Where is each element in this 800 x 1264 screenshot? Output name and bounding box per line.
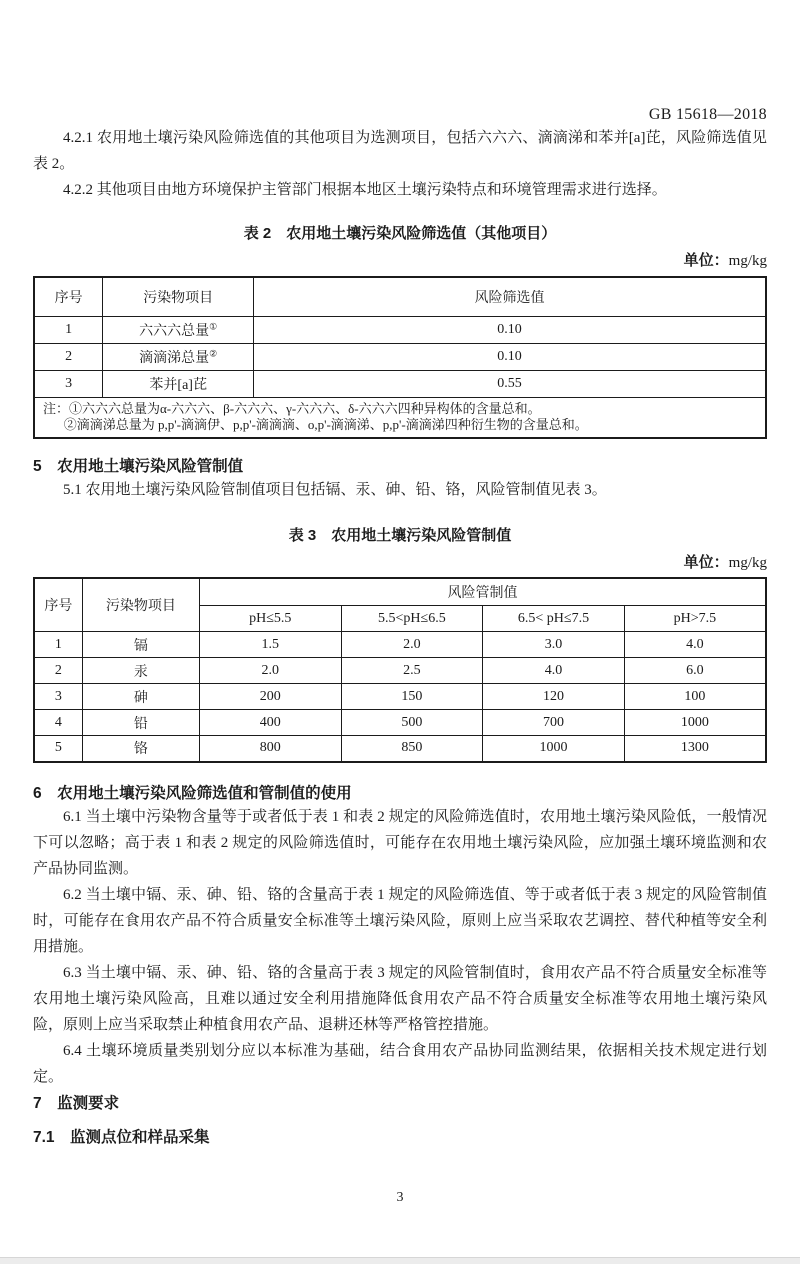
table2-col-no: 序号 bbox=[34, 277, 103, 316]
para-6-4: 6.4 土壤环境质量类别划分应以本标准为基础，结合食用农产品协同监测结果，依据相关技术规定进行划定。 bbox=[33, 1042, 767, 1085]
section-7-1-heading: 7.1 监测点位和样品采集 bbox=[33, 1128, 210, 1146]
table3-col-group: 风险管制值 bbox=[199, 578, 766, 606]
cell-no: 5 bbox=[34, 736, 82, 762]
cell-v3: 1000 bbox=[483, 736, 625, 762]
ph-col-3: 6.5< pH≤7.5 bbox=[483, 606, 625, 632]
para-4-2-2: 4.2.2 其他项目由地方环境保护主管部门根据本地区土壤污染特点和环境管理需求进行选择。 bbox=[63, 182, 667, 198]
cell-v1: 800 bbox=[199, 736, 341, 762]
cell-v2: 500 bbox=[341, 710, 483, 736]
table-row bbox=[34, 684, 766, 710]
table-row bbox=[34, 343, 766, 370]
table-row bbox=[34, 710, 766, 736]
cell-no: 3 bbox=[34, 684, 82, 710]
table2-unit-line bbox=[33, 250, 767, 272]
pollutant-name: 苯并[a]芘 bbox=[149, 377, 207, 393]
table-2-risk-screening-values bbox=[33, 276, 767, 439]
table2-note-row bbox=[34, 397, 766, 438]
pollutant-name: 六六六总量 bbox=[139, 323, 210, 339]
footnote-marker: ② bbox=[209, 347, 218, 358]
cell-value: 0.10 bbox=[254, 343, 766, 370]
para-6-1: 6.1 当土壤中污染物含量等于或者低于表 1 和表 2 规定的风险筛选值时，农用地土壤污染风险低，一般情况下可以忽略；高于表 1 和表 2 规定的风险筛选值时，可能存在农用地土壤污染风险，应加强土壤环境监测和农产品协同监测。 bbox=[33, 808, 767, 877]
cell-v3: 3.0 bbox=[483, 632, 625, 658]
cell-no: 2 bbox=[34, 343, 103, 370]
section-5-heading: 5 农用地土壤污染风险管制值 bbox=[33, 457, 244, 475]
cell-v2: 850 bbox=[341, 736, 483, 762]
para-6-2: 6.2 当土壤中镉、汞、砷、铅、铬的含量高于表 1 规定的风险筛选值、等于或者低于表 3 规定的风险管制值时，可能存在食用农产品不符合质量安全标准等土壤污染风险，原则上应当采取农艺调控、替代种植等安全利用措施。 bbox=[33, 886, 767, 955]
cell-item bbox=[103, 316, 254, 343]
footnote-marker: ① bbox=[209, 320, 218, 331]
cell-no: 1 bbox=[34, 632, 82, 658]
cell-v2: 150 bbox=[341, 684, 483, 710]
table-row bbox=[34, 632, 766, 658]
table3-title: 表 3 农用地土壤污染风险管制值 bbox=[288, 526, 512, 544]
ph-col-2: 5.5<pH≤6.5 bbox=[341, 606, 483, 632]
cell-no: 1 bbox=[34, 316, 103, 343]
cell-item bbox=[103, 343, 254, 370]
cell-item: 砷 bbox=[82, 684, 199, 710]
table-row bbox=[34, 316, 766, 343]
cell-no: 2 bbox=[34, 658, 82, 684]
table3-col-no: 序号 bbox=[34, 578, 82, 632]
ph-col-1: pH≤5.5 bbox=[199, 606, 341, 632]
table3-unit-value: mg/kg bbox=[728, 554, 767, 571]
table3-header-row-1 bbox=[34, 578, 766, 606]
cell-v4: 1000 bbox=[624, 710, 766, 736]
table2-unit-label: 单位： bbox=[683, 252, 729, 269]
section-7-heading: 7 监测要求 bbox=[33, 1094, 120, 1112]
ph-col-4: pH>7.5 bbox=[624, 606, 766, 632]
cell-v1: 200 bbox=[199, 684, 341, 710]
table3-unit-label: 单位： bbox=[683, 553, 729, 571]
cell-v2: 2.0 bbox=[341, 632, 483, 658]
cell-v2: 2.5 bbox=[341, 658, 483, 684]
cell-v1: 400 bbox=[199, 710, 341, 736]
cell-no: 3 bbox=[34, 370, 103, 397]
cell-v3: 700 bbox=[483, 710, 625, 736]
cell-no: 4 bbox=[34, 710, 82, 736]
table-row bbox=[34, 736, 766, 762]
pollutant-name: 滴滴涕总量 bbox=[139, 350, 210, 366]
cell-value: 0.55 bbox=[254, 370, 766, 397]
para-5-1: 5.1 农用地土壤污染风险管制值项目包括镉、汞、砷、铅、铬，风险管制值见表 3。 bbox=[63, 481, 607, 498]
cell-v4: 100 bbox=[624, 684, 766, 710]
cell-v1: 2.0 bbox=[199, 658, 341, 684]
para-4-2-1: 4.2.1 农用地土壤污染风险筛选值的其他项目为选测项目，包括六六六、滴滴涕和苯并[a]芘，风险筛选值见表 2。 bbox=[33, 130, 767, 172]
doc-number: GB 15618—2018 bbox=[648, 106, 767, 123]
cell-v4: 6.0 bbox=[624, 658, 766, 684]
table2-unit-value: mg/kg bbox=[728, 253, 767, 269]
section-6-heading: 6 农用地土壤污染风险筛选值和管制值的使用 bbox=[33, 784, 352, 802]
note-line-1: 注：①六六六总量为α-六六六、β-六六六、γ-六六六、δ-六六六四种异构体的含量总和。 bbox=[43, 400, 541, 416]
cell-item: 铅 bbox=[82, 710, 199, 736]
table-row bbox=[34, 370, 766, 397]
table3-unit-line bbox=[33, 552, 767, 574]
cell-v3: 4.0 bbox=[483, 658, 625, 684]
table2-title: 表 2 农用地土壤污染风险筛选值（其他项目） bbox=[243, 225, 557, 242]
page-bottom-edge bbox=[0, 1257, 800, 1264]
cell-item: 汞 bbox=[82, 658, 199, 684]
table-row bbox=[34, 658, 766, 684]
table3-col-item: 污染物项目 bbox=[82, 578, 199, 632]
cell-v1: 1.5 bbox=[199, 632, 341, 658]
table2-col-value: 风险筛选值 bbox=[254, 277, 766, 316]
cell-item: 镉 bbox=[82, 632, 199, 658]
cell-value: 0.10 bbox=[254, 316, 766, 343]
table-3-risk-intervention-values bbox=[33, 577, 767, 763]
table2-note bbox=[34, 397, 766, 438]
note-line-2: ②滴滴涕总量为 p,p'-滴滴伊、p,p'-滴滴滴、o,p'-滴滴涕、p,p'-滴滴涕四种衍生物的含量总和。 bbox=[63, 416, 588, 432]
para-6-3: 6.3 当土壤中镉、汞、砷、铅、铬的含量高于表 3 规定的风险管制值时，食用农产品不符合质量安全标准等农用地土壤污染风险高，且难以通过安全利用措施降低食用农产品不符合质量安全标准等农用地土壤污染风险，原则上应当采取禁止种植食用农产品、退耕还林等严格管控措施。 bbox=[33, 964, 767, 1033]
cell-item: 铬 bbox=[82, 736, 199, 762]
cell-v3: 120 bbox=[483, 684, 625, 710]
cell-item bbox=[103, 370, 254, 397]
cell-v4: 4.0 bbox=[624, 632, 766, 658]
page-number: 3 bbox=[396, 1190, 404, 1205]
table2-header-row bbox=[34, 277, 766, 316]
cell-v4: 1300 bbox=[624, 736, 766, 762]
table2-col-item: 污染物项目 bbox=[103, 277, 254, 316]
